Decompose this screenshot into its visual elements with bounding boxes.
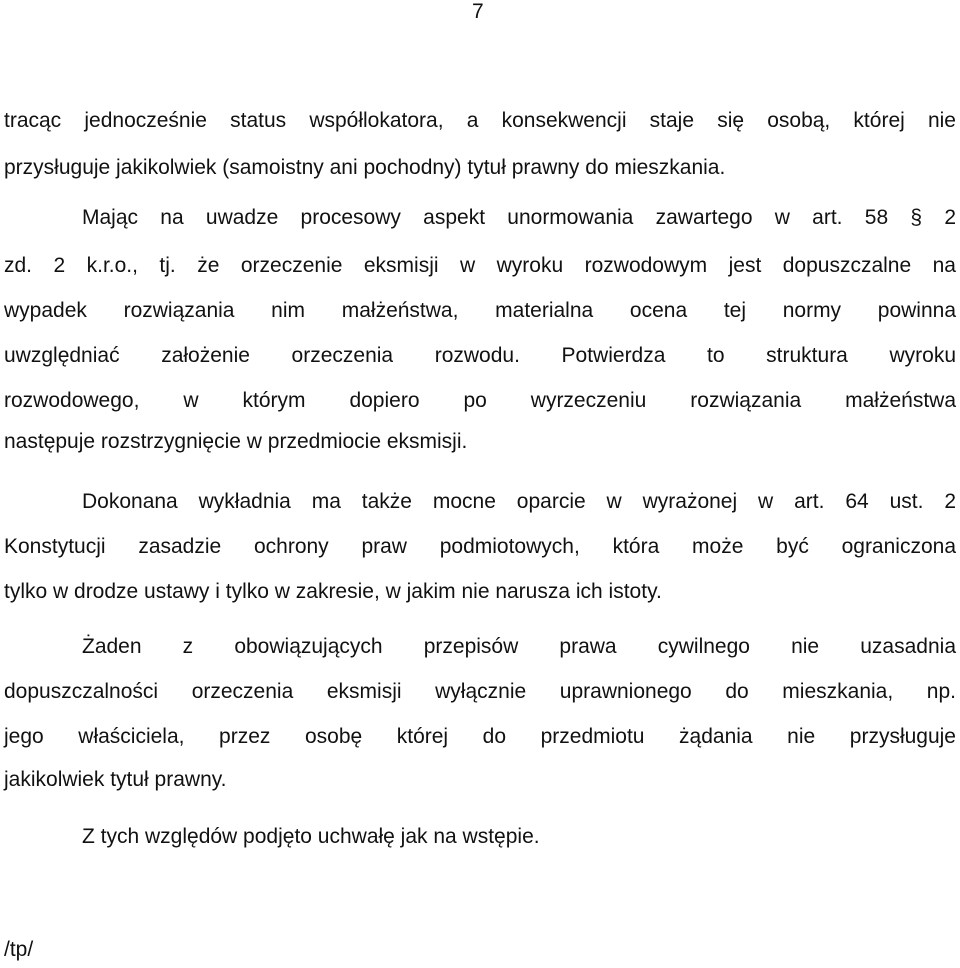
text-line: rozwodowego, w którym dopiero po wyrzeczeniu rozwiązania małżeństwa: [4, 389, 956, 412]
text-line: Z tych względów podjęto uchwałę jak na wstępie.: [82, 825, 540, 848]
text-line: jego właściciela, przez osobę której do przedmiotu żądania nie przysługuje: [4, 725, 956, 748]
text-line: następuje rozstrzygnięcie w przedmiocie eksmisji.: [4, 430, 468, 453]
text-line: dopuszczalności orzeczenia eksmisji wyłącznie uprawnionego do mieszkania, np.: [4, 680, 956, 703]
signature-initials: /tp/: [4, 938, 34, 961]
text-line: Dokonana wykładnia ma także mocne oparcie w wyrażonej w art. 64 ust. 2: [82, 490, 956, 513]
text-line: zd. 2 k.r.o., tj. że orzeczenie eksmisji w wyroku rozwodowym jest dopuszczalne na: [4, 254, 956, 277]
text-line: Konstytucji zasadzie ochrony praw podmiotowych, która może być ograniczona: [4, 535, 956, 558]
text-line: tracąc jednocześnie status współlokatora, a konsekwencji staje się osobą, której nie: [4, 109, 956, 132]
text-line: uwzględniać założenie orzeczenia rozwodu. Potwierdza to struktura wyroku: [4, 344, 956, 367]
text-line: tylko w drodze ustawy i tylko w zakresie, w jakim nie narusza ich istoty.: [4, 580, 662, 603]
text-line: wypadek rozwiązania nim małżeństwa, materialna ocena tej normy powinna: [4, 299, 956, 322]
page-number: 7: [472, 0, 484, 23]
text-line: Żaden z obowiązujących przepisów prawa cywilnego nie uzasadnia: [82, 635, 956, 658]
text-line: przysługuje jakikolwiek (samoistny ani pochodny) tytuł prawny do mieszkania.: [4, 156, 726, 179]
text-line: jakikolwiek tytuł prawny.: [4, 768, 227, 791]
text-line: Mając na uwadze procesowy aspekt unormowania zawartego w art. 58 § 2: [82, 206, 956, 229]
